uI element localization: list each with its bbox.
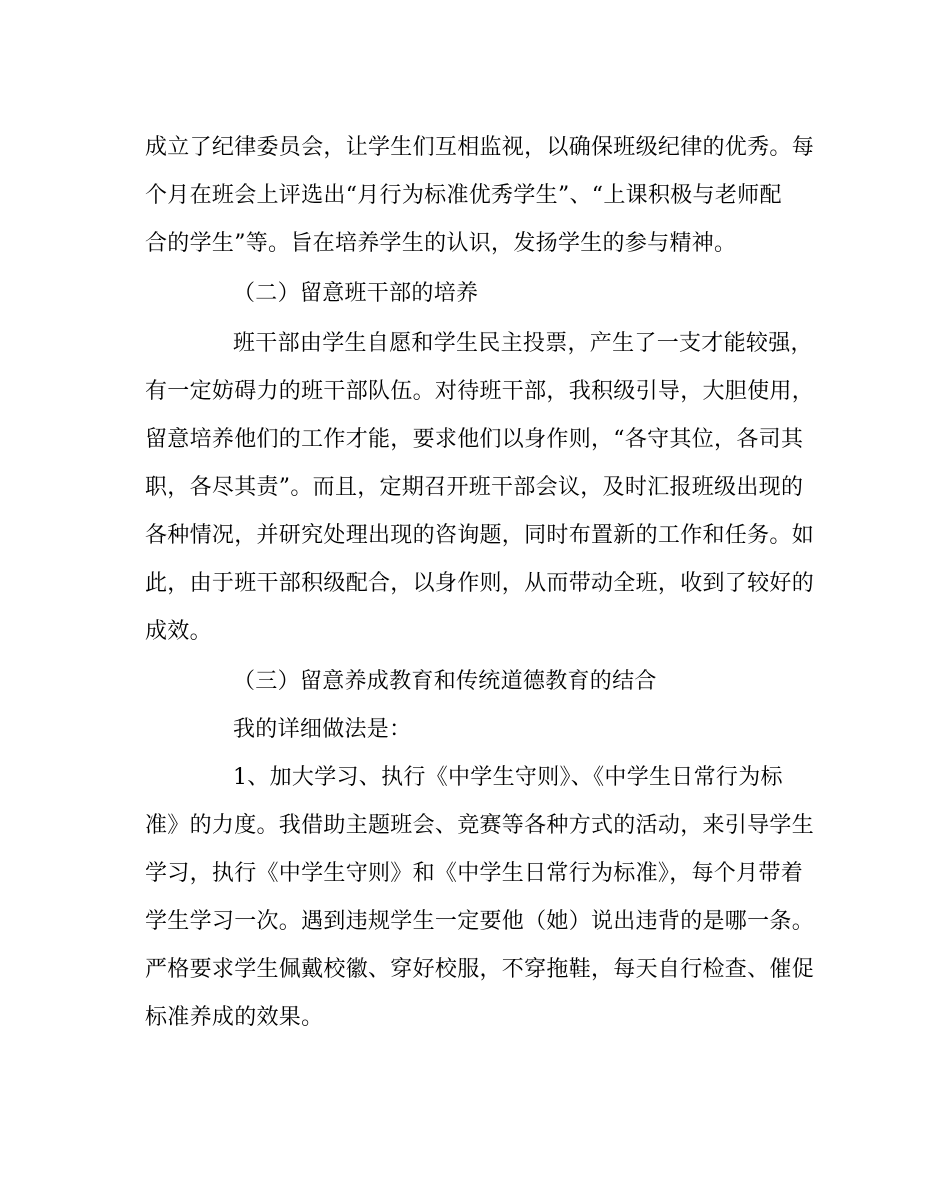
- section-heading-2: （二）留意班干部的培养: [233, 281, 479, 306]
- paragraph-2-line-7: 成效。: [145, 619, 212, 644]
- paragraph-2-line-2: 有一定妨碍力的班干部队伍。对待班干部，我积级引导，大胆使用，: [145, 379, 815, 404]
- paragraph-2-line-1: 班干部由学生自愿和学生民主投票，产生了一支才能较强，: [233, 331, 813, 356]
- paragraph-4-line-1: 1、加大学习、执行《中学生守则》、《中学生日常行为标: [233, 765, 783, 790]
- paragraph-1-line-3: 合的学生”等。旨在培养学生的认识，发扬学生的参与精神。: [145, 231, 737, 256]
- paragraph-4-line-2: 准》的力度。我借助主题班会、竞赛等各种方式的活动，来引导学生: [145, 813, 815, 838]
- paragraph-4-line-4: 学生学习一次。遇到违规学生一定要他（她）说出违背的是哪一条。: [145, 909, 815, 934]
- section-heading-3: （三）留意养成教育和传统道德教育的结合: [233, 669, 657, 694]
- paragraph-1-line-2: 个月在班会上评选出“月行为标准优秀学生”、“上课积极与老师配: [145, 183, 782, 208]
- paragraph-1-line-1: 成立了纪律委员会，让学生们互相监视，以确保班级纪律的优秀。每: [145, 135, 815, 160]
- paragraph-3: 我的详细做法是：: [233, 717, 412, 742]
- paragraph-4-line-6: 标准养成的效果。: [145, 1005, 324, 1030]
- paragraph-2-line-3: 留意培养他们的工作才能，要求他们以身作则，“各守其位，各司其: [145, 427, 804, 452]
- paragraph-4-line-3: 学习，执行《中学生守则》和《中学生日常行为标准》，每个月带着: [145, 861, 804, 886]
- paragraph-4-line-5: 严格要求学生佩戴校徽、穿好校服，不穿拖鞋，每天自行检查、催促: [145, 957, 815, 982]
- paragraph-2-line-4: 职，各尽其责”。而且，定期召开班干部会议，及时汇报班级出现的: [145, 475, 804, 500]
- paragraph-2-line-6: 此，由于班干部积级配合，以身作则，从而带动全班，收到了较好的: [145, 571, 815, 596]
- paragraph-2-line-5: 各种情况，并研究处理出现的咨询题，同时布置新的工作和任务。如: [145, 523, 815, 548]
